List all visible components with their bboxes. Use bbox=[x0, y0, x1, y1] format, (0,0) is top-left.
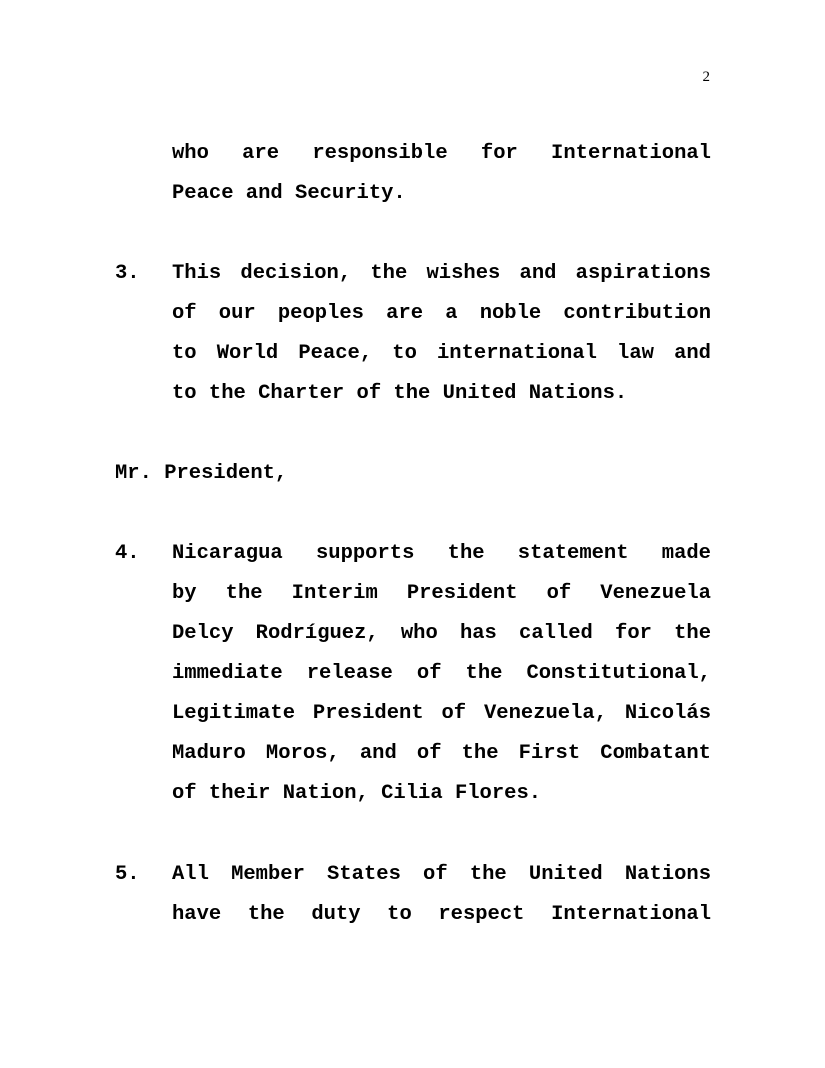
text-line: have the duty to respect International bbox=[172, 903, 711, 926]
text-line: by the Interim President of Venezuela bbox=[172, 582, 711, 605]
text-line: who are responsible for International bbox=[172, 142, 711, 165]
text-line: Legitimate President of Venezuela, Nicolás bbox=[172, 702, 711, 725]
paragraph-number: 4. bbox=[115, 542, 140, 565]
text-line: Nicaragua supports the statement made bbox=[172, 542, 711, 565]
text-line: of our peoples are a noble contribution bbox=[172, 302, 711, 325]
text-line: immediate release of the Constitutional, bbox=[172, 662, 711, 685]
text-line: of their Nation, Cilia Flores. bbox=[172, 782, 542, 805]
text-line: This decision, the wishes and aspirations bbox=[172, 262, 711, 285]
text-line: All Member States of the United Nations bbox=[172, 863, 711, 886]
text-line: Peace and Security. bbox=[172, 182, 406, 205]
text-line: Delcy Rodríguez, who has called for the bbox=[172, 622, 711, 645]
text-line: to the Charter of the United Nations. bbox=[172, 382, 628, 405]
paragraph-number: 5. bbox=[115, 863, 140, 886]
text-line: to World Peace, to international law and bbox=[172, 342, 711, 365]
text-line: Maduro Moros, and of the First Combatant bbox=[172, 742, 711, 765]
salutation: Mr. President, bbox=[115, 462, 288, 485]
paragraph-number: 3. bbox=[115, 262, 140, 285]
page-number: 2 bbox=[702, 69, 710, 85]
